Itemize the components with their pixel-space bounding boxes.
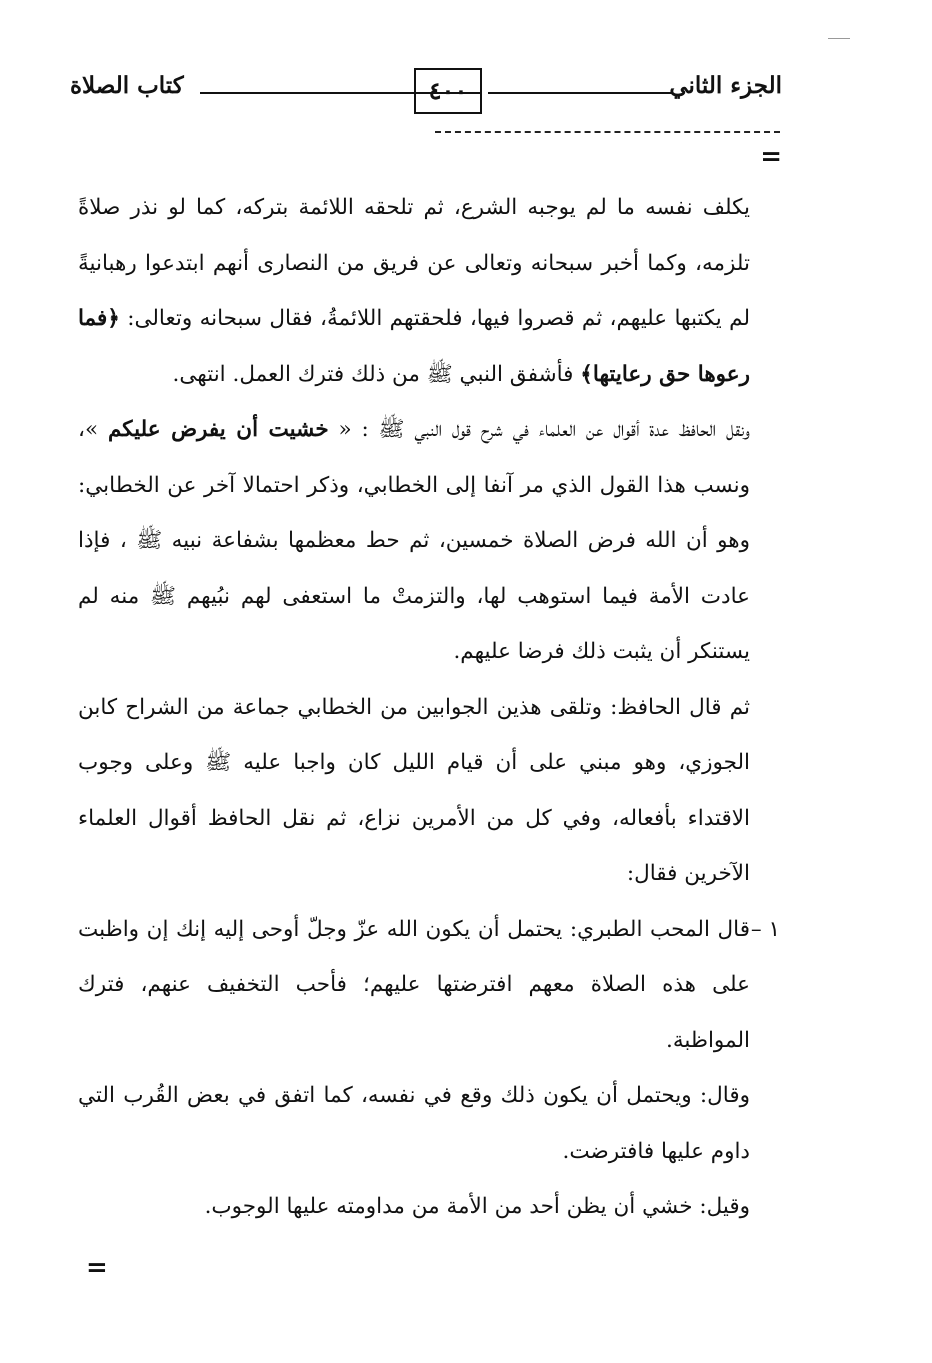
running-header [70,68,782,124]
quran-quote: ﴿فما رعوها حق رعايتها﴾ [78,306,750,387]
paragraph-1-end: فأشفق النبي ﷺ من ذلك فترك العمل. انتهى. [172,361,581,387]
list-item-text: قال المحب الطبري: يحتمل أن يكون الله عزّ وجلّ أوحى إليه إنك إن واظبت على هذه الصلاة معهم افترضتها عليهم؛ فأحب التخفيف عنهم، فترك المواظبة. [78,916,750,1053]
hadith-quote: خشيت أن يفرض عليكم [107,417,329,442]
main-text [78,180,780,1235]
paragraph-4: وقال: ويحتمل أن يكون ذلك وقع في نفسه، كما اتفق في بعض القُرب التي داوم عليها فافترضت. [78,1083,750,1164]
header-rule-right [488,92,672,94]
continuation-mark-bottom: = [86,1253,108,1283]
part-title: الجزء الثاني [669,72,782,99]
paragraph-1 [78,180,750,402]
header-rule-left [200,92,480,94]
footnote-separator [435,131,780,133]
scan-mark [828,38,850,39]
book-title: كتاب الصلاة [70,72,184,99]
continuation-mark-top: = [760,142,782,172]
paragraph-2-start: ونقل الحافظ عدة أقوال عن العلماء في شرح قول النبي ﷺ : « [328,417,750,442]
list-item-1 [78,902,780,1069]
paragraph-1-start: يكلف نفسه ما لم يوجبه الشرع، ثم تلحقه اللائمة بتركه، كما لو نذر صلاةً تلزمه، وكما أخبر سبحانه وتعالى عن فريق من النصارى أنهم ابتدعوا رهبانيةً لم يكتبها عليهم، ثم قصروا فيها، فلحقتهم اللائمةُ، فقال سبحانه وتعالى: [78,195,750,331]
paragraph-2 [78,402,750,680]
paragraph-3: ثم قال الحافظ: وتلقى هذين الجوابين من الخطابي جماعة من الشراح كابن الجوزي، وهو مبني على أن قيام الليل كان واجبا عليه ﷺ وعلى وجوب الاقتداء بأفعاله، وفي كل من الأمرين نزاع، ثم نقل الحافظ أقوال العلماء الآخرين فقال: [78,694,750,886]
page-number: ٤٠٠ [414,68,482,114]
list-item-number: ١ – [750,916,780,942]
paragraph-5: وقيل: خشي أن يظن أحد من الأمة من مداومته عليها الوجوب. [204,1194,750,1219]
paragraph-2-end: »، ونسب هذا القول الذي مر آنفا إلى الخطابي، وذكر احتمالا آخر عن الخطابي: وهو أن الله فرض الصلاة خمسين، ثم حط معظمها بشفاعة نبيه ﷺ ، فإذا عادت الأمة فيما استوهب لها، والتزمتْ ما استعفى لهم نبُيهم ﷺ منه لم يستنكر أن يثبت ذلك فرضا عليهم. [78,417,750,664]
